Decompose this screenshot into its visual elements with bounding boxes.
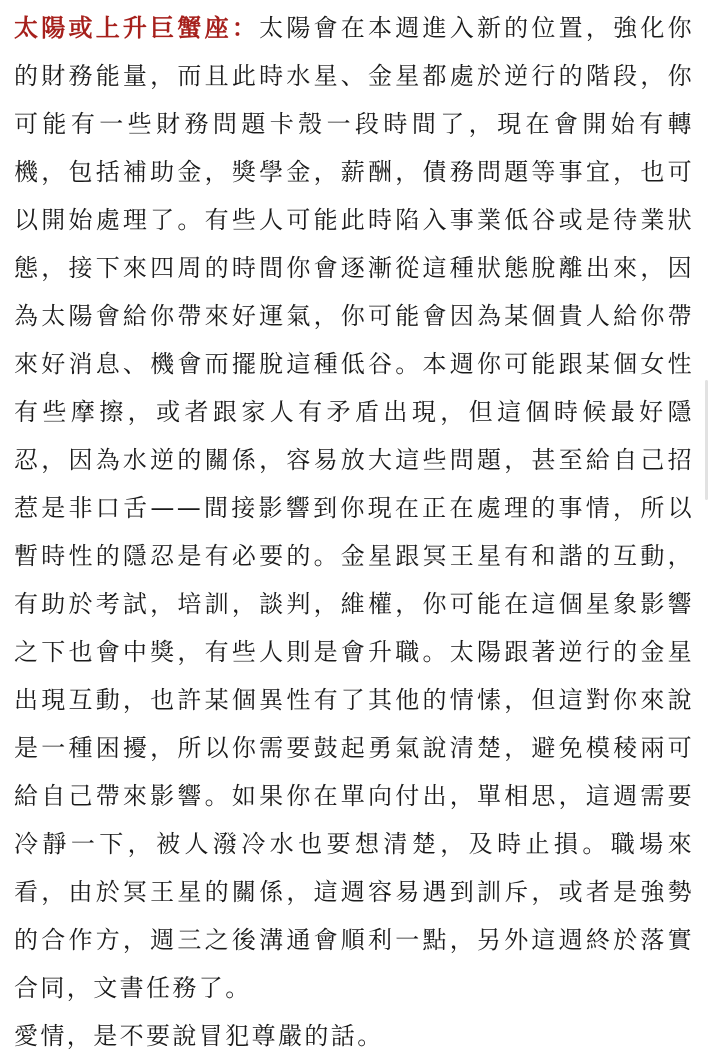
paragraph-body: 太陽會在本週進入新的位置，強化你的財務能量，而且此時水星、金星都處於逆行的階段，你可能有一些財務問題卡殼一段時間了，現在會開始有轉機，包括補助金，獎學金，薪酬，債務問題等事宜，也可以開始處理了。有些人可能此時陷入事業低谷或是待業狀態，接下來四周的時間你會逐漸從這種狀態脫離出來，因為太陽會給你帶來好運氣，你可能會因為某個貴人給你帶來好消息、機會而擺脫這種低谷。本週你可能跟某個女性有些摩擦，或者跟家人有矛盾出現，但這個時候最好隱忍，因為水逆的關係，容易放大這些問題，甚至給自己招惹是非口舌——間接影響到你現在正在處理的事情，所以暫時性的隱忍是有必要的。金星跟冥王星有和諧的互動，有助於考試，培訓，談判，維權，你可能在這個星象影響之下也會中獎，有些人則是會升職。太陽跟著逆行的金星出現互動，也許某個異性有了其他的情愫，但這對你來說是一種困擾，所以你需要鼓起勇氣說清楚，避免模稜兩可給自己帶來影響。如果你在單向付出，單相思，這週需要冷靜一下，被人潑冷水也要想清楚，及時止損。職場來看，由於冥王星的關係，這週容易遇到訓斥，或者是強勢的合作方，週三之後溝通會順利一點，另外這週終於落實合同，文書任務了。: [14, 14, 694, 1002]
scrollbar[interactable]: [705, 380, 708, 500]
love-paragraph: 愛情，是不要說冒犯尊嚴的話。: [14, 1022, 384, 1050]
cancer-paragraph: [14, 4, 694, 1012]
sign-heading: 太陽或上升巨蟹座：: [14, 14, 260, 42]
horoscope-article: [14, 4, 694, 1060]
